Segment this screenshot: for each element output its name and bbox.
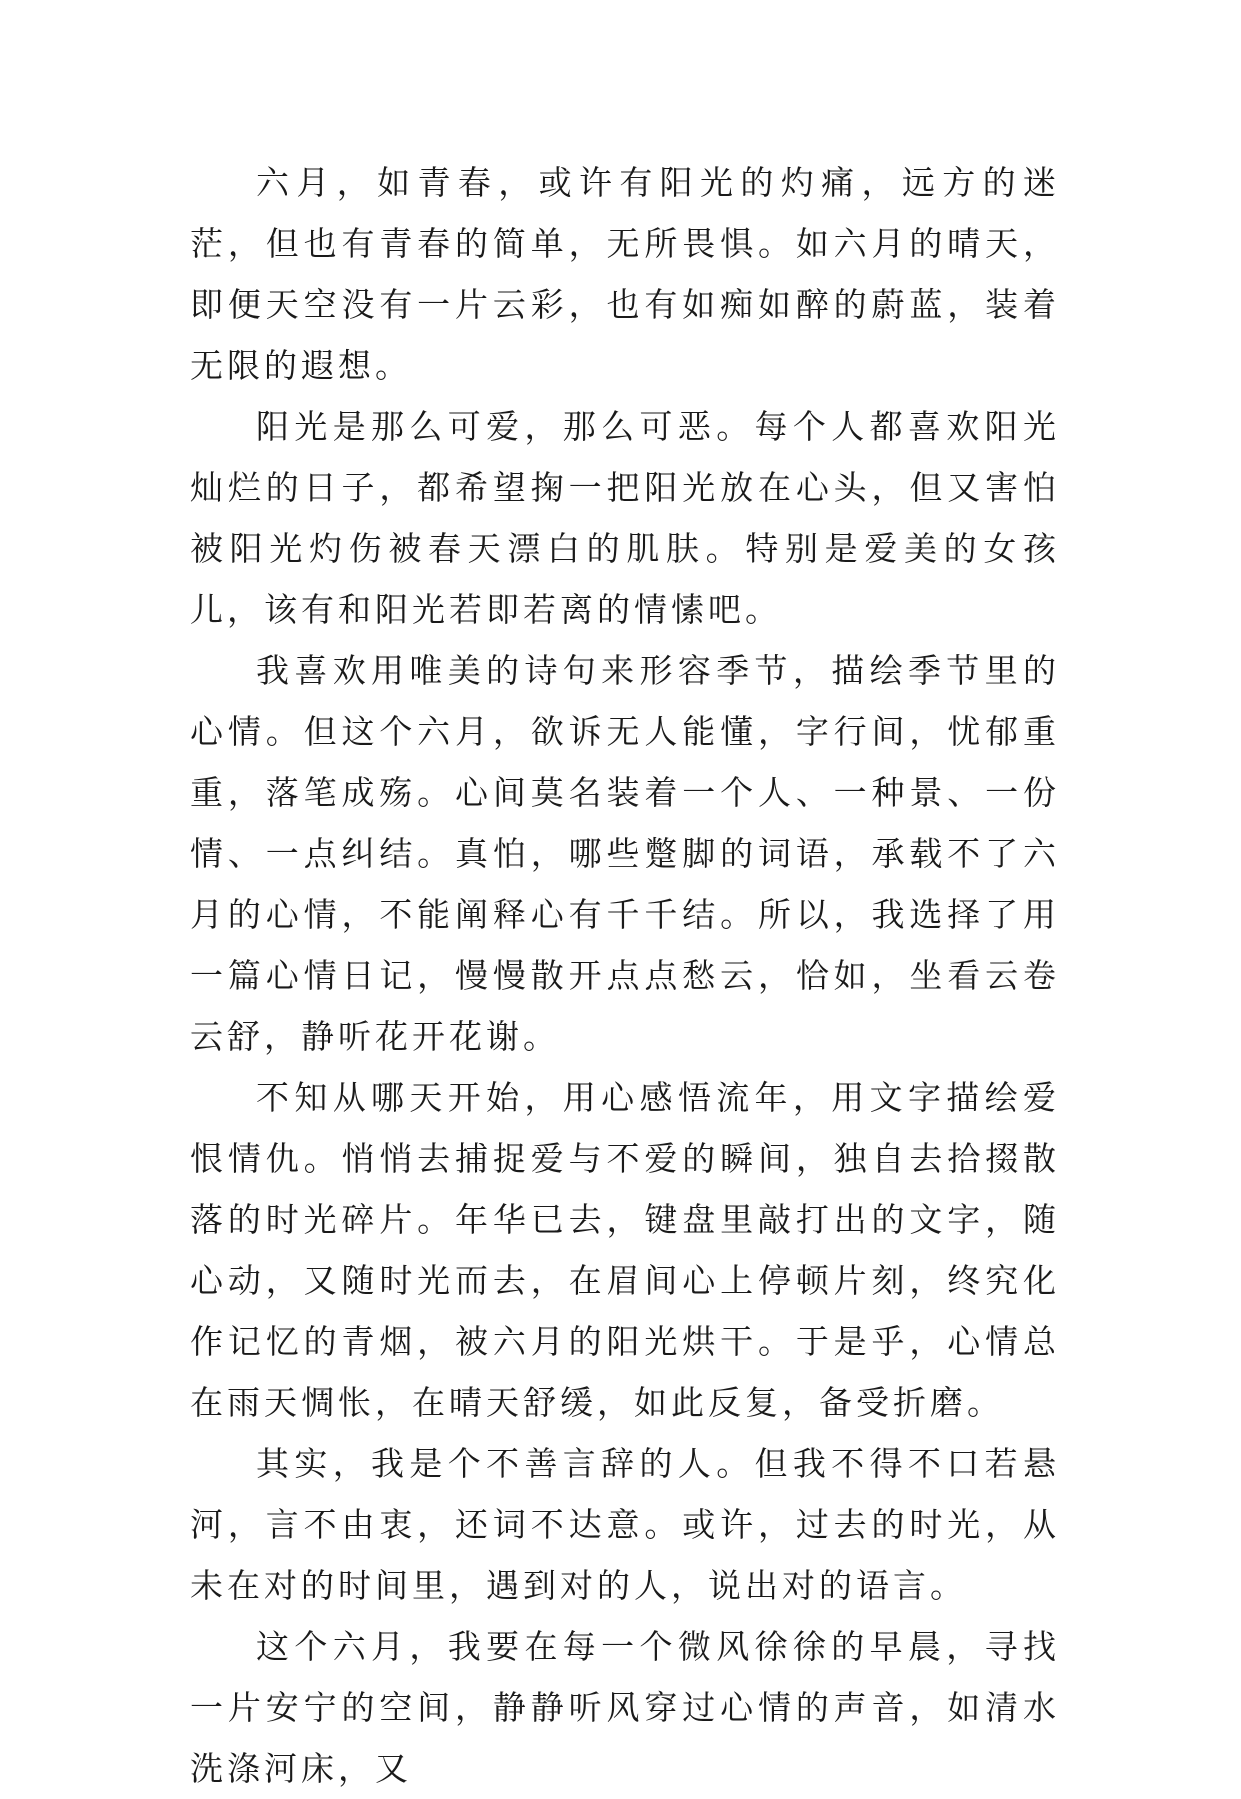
document-body	[190, 152, 1060, 1799]
paragraph-3: 我喜欢用唯美的诗句来形容季节，描绘季节里的心情。但这个六月，欲诉无人能懂，字行间，忧郁重重，落笔成殇。心间莫名装着一个人、一种景、一份情、一点纠结。真怕，哪些蹩脚的词语，承载不了六月的心情，不能阐释心有千千结。所以，我选择了用一篇心情日记，慢慢散开点点愁云，恰如，坐看云卷云舒，静听花开花谢。	[190, 651, 1060, 1056]
paragraph-4: 不知从哪天开始，用心感悟流年，用文字描绘爱恨情仇。悄悄去捕捉爱与不爱的瞬间，独自去拾掇散落的时光碎片。年华已去，键盘里敲打出的文字，随心动，又随时光而去，在眉间心上停顿片刻，终究化作记忆的青烟，被六月的阳光烘干。于是乎，心情总在雨天惆怅，在晴天舒缓，如此反复，备受折磨。	[190, 1078, 1060, 1422]
paragraph-6: 这个六月，我要在每一个微风徐徐的早晨，寻找一片安宁的空间，静静听风穿过心情的声音，如清水洗涤河床，又	[190, 1627, 1060, 1788]
paragraph-5: 其实，我是个不善言辞的人。但我不得不口若悬河，言不由衷，还词不达意。或许，过去的时光，从未在对的时间里，遇到对的人，说出对的语言。	[190, 1444, 1060, 1605]
paragraph-2: 阳光是那么可爱，那么可恶。每个人都喜欢阳光灿烂的日子，都希望掬一把阳光放在心头，但又害怕被阳光灼伤被春天漂白的肌肤。特别是爱美的女孩儿，该有和阳光若即若离的情愫吧。	[190, 407, 1060, 629]
paragraph-1: 六月，如青春，或许有阳光的灼痛，远方的迷茫，但也有青春的简单，无所畏惧。如六月的晴天，即便天空没有一片云彩，也有如痴如醉的蔚蓝，装着无限的遐想。	[190, 163, 1060, 385]
